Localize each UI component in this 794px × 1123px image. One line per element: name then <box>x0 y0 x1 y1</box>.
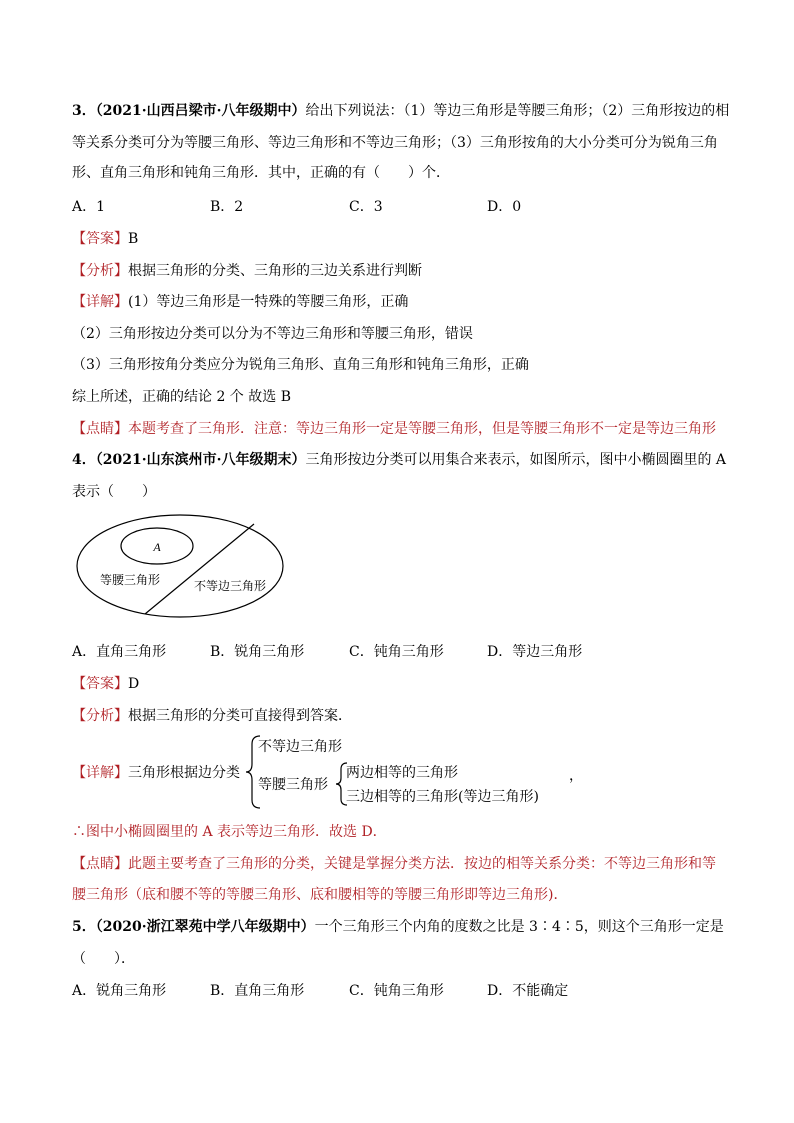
q4-conclusion: ∴图中小椭圆圈里的 A 表示等边三角形．故选 D． <box>72 824 387 840</box>
q3-analysis <box>72 261 422 281</box>
q5-option-b: B．直角三角形 <box>210 983 305 999</box>
q4-number: 4． <box>72 452 96 468</box>
q3-option-a: A．1 <box>72 199 106 215</box>
q4-source: （2021·山东滨州市·八年级期末） <box>95 452 306 468</box>
q3-option-d: D．0 <box>487 199 522 215</box>
q3-line2: 等关系分类可分为等腰三角形、等边三角形和不等边三角形；（3）三角形按角的大小分类可分为锐角三角 <box>72 135 718 151</box>
q4-analysis <box>72 706 352 726</box>
q3-option-c: C．3 <box>349 199 383 215</box>
q4-line2: 表示（ ） <box>72 484 156 500</box>
answer-value: B <box>128 231 139 247</box>
tree-scalene: 不等边三角形 <box>258 739 342 755</box>
q4-option-a: A．直角三角形 <box>72 644 167 660</box>
q5-option-d: D．不能确定 <box>487 983 569 999</box>
comment-tag: 【点睛】 <box>72 421 128 437</box>
detail-tag: 【详解】 <box>72 294 128 310</box>
answer-tag: 【答案】 <box>72 676 128 692</box>
q4-option-d: D．等边三角形 <box>487 644 583 660</box>
q4-line1 <box>72 450 726 470</box>
analysis-tag: 【分析】 <box>72 263 128 279</box>
analysis-text: 根据三角形的分类可直接得到答案． <box>128 708 352 724</box>
q4-option-c: C．钝角三角形 <box>349 644 444 660</box>
diagram-label-scalene: 不等边三角形 <box>193 579 267 593</box>
diagram-label-isosceles: 等腰三角形 <box>99 573 161 587</box>
q3-comment <box>72 419 716 439</box>
q5-number: 5． <box>72 919 96 935</box>
q3-option-b: B．2 <box>210 199 244 215</box>
detail-text: (1）等边三角形是一特殊的等腰三角形，正确 <box>128 294 409 310</box>
q5-line1 <box>72 917 724 937</box>
q5-text-1: 一个三角形三个内角的度数之比是 3∶4∶5，则这个三角形一定是 <box>314 919 724 935</box>
q3-summary: 综上所述，正确的结论 2 个 故选 B <box>72 389 291 405</box>
q4-comment-1 <box>72 854 716 874</box>
detail-text: 三角形根据边分类 <box>128 765 240 781</box>
q4-answer <box>72 674 139 694</box>
comment-text: 本题考查了三角形．注意：等边三角形一定是等腰三角形，但是等腰三角形不一定是等边三角形 <box>128 421 716 437</box>
tree-two-equal: 两边相等的三角形 <box>346 765 458 781</box>
q3-detail-2: （2）三角形按边分类可以分为不等边三角形和等腰三角形，错误 <box>72 326 473 342</box>
q3-text-1: 给出下列说法：（1）等边三角形是等腰三角形；（2）三角形按边的相 <box>305 103 730 119</box>
q3-detail-3: （3）三角形按角分类应分为锐角三角形、直角三角形和钝角三角形，正确 <box>72 357 529 373</box>
diagram-label-a: A <box>153 540 161 554</box>
q3-detail-1 <box>72 292 408 312</box>
q3-line3: 形、直角三角形和钝角三角形．其中，正确的有（ ）个． <box>72 165 450 181</box>
detail-tag: 【详解】 <box>72 765 128 781</box>
q4-comment-2: 腰三角形（底和腰不等的等腰三角形、底和腰相等的等腰三角形即等边三角形)． <box>72 887 568 903</box>
tree-isosceles: 等腰三角形 <box>258 777 328 793</box>
q3-answer <box>72 229 138 249</box>
answer-tag: 【答案】 <box>72 231 128 247</box>
set-diagram <box>70 510 290 625</box>
q5-option-c: C．钝角三角形 <box>349 983 444 999</box>
q4-option-b: B．锐角三角形 <box>210 644 305 660</box>
analysis-tag: 【分析】 <box>72 708 128 724</box>
q5-line2: （ ）． <box>72 951 135 967</box>
q3-number: 3． <box>72 103 96 119</box>
comment-tag: 【点睛】 <box>72 856 128 872</box>
outer-ellipse <box>77 515 283 617</box>
q5-option-a: A．锐角三角形 <box>72 983 167 999</box>
tree-tail-comma: ， <box>569 768 583 784</box>
q5-source: （2020·浙江翠苑中学八年级期中） <box>95 919 315 935</box>
analysis-text: 根据三角形的分类、三角形的三边关系进行判断 <box>128 263 422 279</box>
answer-value: D <box>128 676 140 692</box>
q4-text-1: 三角形按边分类可以用集合来表示，如图所示，图中小椭圆圈里的 A <box>305 452 727 468</box>
q3-line1 <box>72 101 729 121</box>
tree-three-equal: 三边相等的三角形(等边三角形) <box>346 789 539 805</box>
q3-source: （2021·山西吕梁市·八年级期中） <box>95 103 306 119</box>
divider-line <box>145 524 254 614</box>
comment-text: 此题主要考查了三角形的分类，关键是掌握分类方法．按边的相等关系分类：不等边三角形和等 <box>128 856 716 872</box>
q4-detail <box>72 763 240 783</box>
